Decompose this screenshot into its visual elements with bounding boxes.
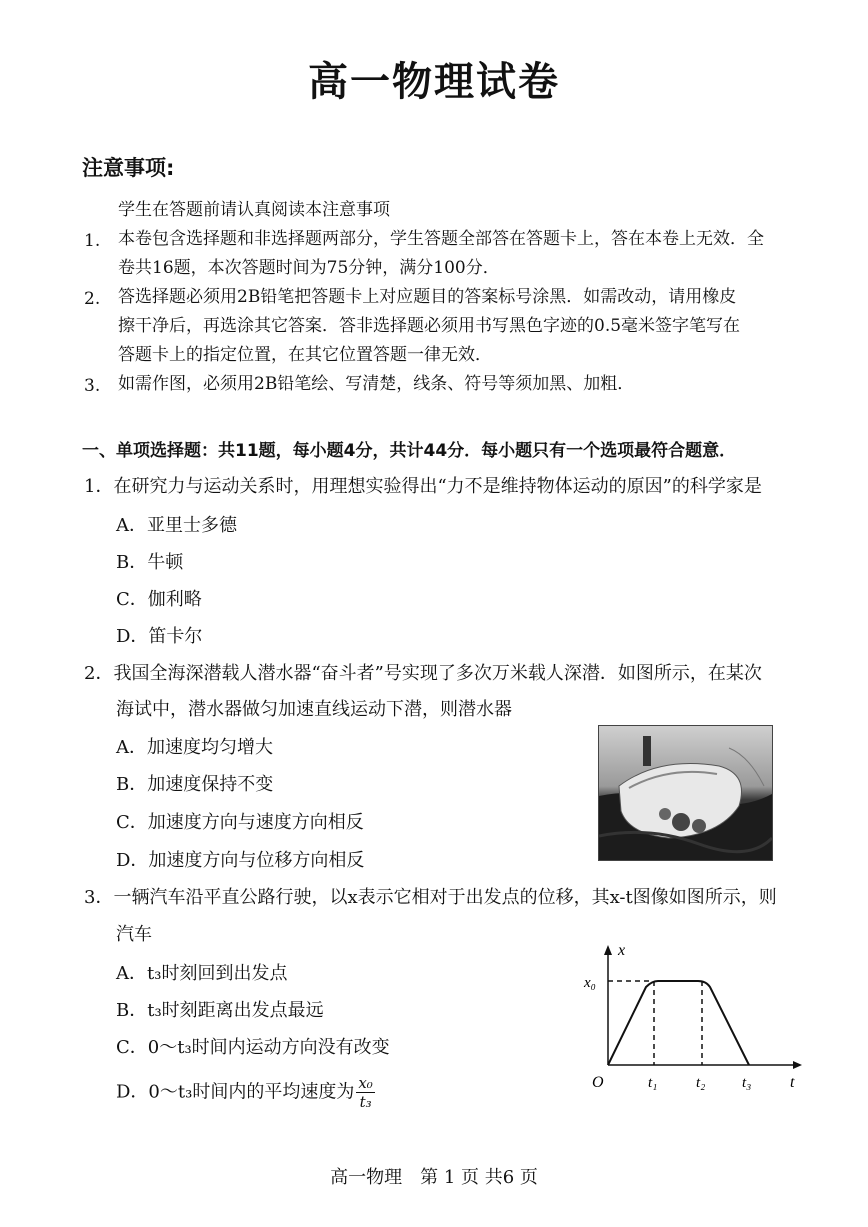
question-1-option-b: B．牛顿 — [116, 552, 184, 573]
notice-item-line: 答题卡上的指定位置，在其它位置答题一律无效． — [118, 345, 492, 365]
question-2-stem: 2．我国全海深潜载人潜水器“奋斗者”号实现了多次万米载人深潜．如图所示，在某次 — [84, 663, 762, 684]
x-t-curve — [608, 981, 749, 1065]
notice-item-number: 1. — [84, 231, 101, 251]
notice-item-line: 擦干净后，再选涂其它答案．答非选择题必须用书写黑色字迹的0.5毫米签字笔写在 — [118, 316, 741, 336]
question-2-option-d: D．加速度方向与位移方向相反 — [116, 850, 365, 871]
question-2-option-b: B．加速度保持不变 — [116, 774, 274, 795]
question-3-option-c: C．0～t₃时间内运动方向没有改变 — [116, 1037, 390, 1058]
question-1-option-c: C．伽利略 — [116, 589, 202, 610]
x0-label: x₀ — [584, 975, 596, 991]
question-3-option-d — [116, 1074, 375, 1111]
notice-item-line: 答选择题必须用2B铅笔把答题卡上对应题目的答案标号涂黑．如需改动，请用橡皮 — [118, 287, 737, 307]
t-axis-label: t — [790, 1074, 795, 1091]
fraction-denominator: t₃ — [359, 1093, 372, 1111]
t-axis-arrow — [793, 1061, 802, 1069]
x-axis-arrow — [604, 945, 612, 955]
notice-heading: 注意事项: — [82, 156, 175, 180]
question-3-option-a: A．t₃时刻回到出发点 — [116, 963, 288, 984]
question-3-stem: 3．一辆汽车沿平直公路行驶，以x表示它相对于出发点的位移，其x-t图像如图所示，则 — [84, 887, 777, 908]
submersible-photo — [598, 725, 773, 861]
question-2-option-c: C．加速度方向与速度方向相反 — [116, 812, 364, 833]
notice-item-number: 2. — [84, 289, 101, 309]
question-1-option-a: A．亚里士多德 — [116, 515, 237, 536]
notice-item-line: 如需作图，必须用2B铅笔绘、写清楚，线条、符号等须加黑、加粗． — [118, 374, 635, 394]
fraction-numerator: x₀ — [358, 1074, 373, 1092]
t3-label: t₃ — [742, 1075, 752, 1091]
question-1-option-d: D．笛卡尔 — [116, 626, 203, 647]
question-2-stem: 海试中，潜水器做匀加速直线运动下潜，则潜水器 — [116, 699, 512, 720]
notice-item-line: 本卷包含选择题和非选择题两部分，学生答题全部答在答题卡上，答在本卷上无效．全 — [118, 229, 764, 249]
question-3-stem: 汽车 — [116, 924, 152, 945]
average-velocity-fraction — [356, 1074, 374, 1111]
origin-label: O — [592, 1074, 604, 1091]
t2-label: t₂ — [696, 1075, 706, 1091]
t1-label: t₁ — [648, 1075, 658, 1091]
notice-item-line: 卷共16题，本次答题时间为75分钟，满分100分． — [118, 258, 500, 278]
question-1-stem: 1．在研究力与运动关系时，用理想实验得出“力不是维持物体运动的原因”的科学家是 — [84, 476, 762, 497]
question-3-option-b: B．t₃时刻距离出发点最远 — [116, 1000, 324, 1021]
submersible-photo-drawing — [599, 726, 772, 860]
question-2-option-a: A．加速度均匀增大 — [116, 737, 273, 758]
section-heading: 一、单项选择题：共11题，每小题4分，共计44分．每小题只有一个选项最符合题意． — [82, 441, 737, 461]
page-footer: 高一物理 第 1 页 共6 页 — [330, 1167, 538, 1188]
x-axis-label: x — [618, 942, 626, 959]
page-title: 高一物理试卷 — [308, 59, 560, 105]
x-t-graph — [578, 935, 808, 1095]
notice-item-number: 3. — [84, 376, 101, 396]
notice-intro: 学生在答题前请认真阅读本注意事项 — [118, 200, 390, 220]
option-d-text: D．0～t₃时间内的平均速度为 — [116, 1081, 355, 1103]
